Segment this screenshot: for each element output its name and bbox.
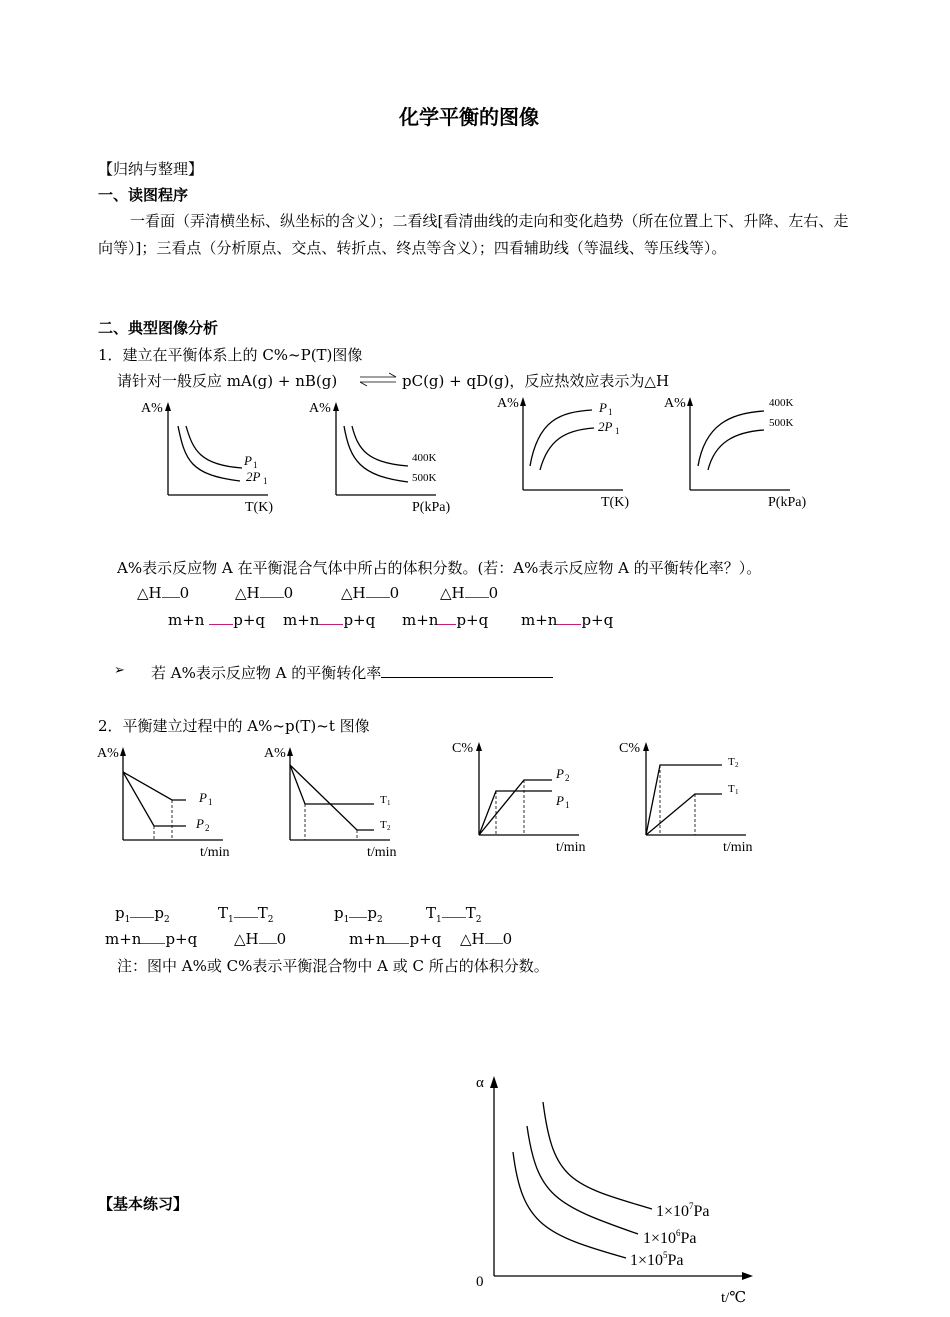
g14-c2: 500K — [769, 417, 794, 429]
reaction-left: 请针对一般反应 mA(g) + nB(g) — [117, 372, 338, 390]
fill-row-1: $T_1$ $T_2$ — [218, 904, 274, 925]
g21-c2: P — [196, 816, 204, 831]
practice-curve-1: $1\times 10^7Pa$ — [656, 1201, 710, 1220]
g22-c1sub: 1 — [387, 799, 391, 807]
fill-row-2: △H 0 — [460, 930, 513, 948]
g22-c1: T — [380, 794, 387, 806]
g23-c1sub: 2 — [565, 773, 570, 783]
g23-c2: P — [556, 793, 564, 808]
g23-c2sub: 1 — [565, 800, 570, 810]
g11-c2: 2P — [246, 469, 261, 484]
g11-xlabel: T(K) — [245, 500, 273, 515]
fill-row-2: m+n p+q — [349, 930, 442, 948]
g14-c1: 400K — [769, 397, 794, 409]
mn-row: m+n p+q — [168, 611, 266, 629]
dh-row: △H 0 — [137, 584, 190, 602]
g23-ylabel: C% — [452, 741, 473, 756]
g12-c2: 500K — [412, 472, 437, 484]
g12-c1: 400K — [412, 452, 437, 464]
bullet-text: 若 A%表示反应物 A 的平衡转化率 — [151, 662, 553, 683]
item1-title: 1．建立在平衡体系上的 C%~P(T)图像 — [98, 346, 363, 364]
bullet-arrow-icon: ➢ — [114, 663, 125, 678]
reversible-arrow-icon — [360, 373, 396, 386]
g13-xlabel: T(K) — [601, 495, 629, 510]
g21-c1: P — [199, 790, 207, 805]
fill-row-1: $p_1$ $p_2$ — [334, 904, 383, 925]
g24-c2: T — [728, 783, 735, 795]
page-title: 化学平衡的图像 — [399, 105, 539, 129]
g21-c1sub: 1 — [208, 797, 213, 807]
g12-xlabel: P(kPa) — [412, 500, 451, 515]
g11-ylabel: A% — [141, 401, 163, 416]
reaction-right: pC(g) + qD(g)，反应热效应表示为△H — [402, 372, 670, 390]
g24-ylabel: C% — [619, 741, 640, 756]
g11-c1sub: 1 — [253, 460, 258, 470]
g22-c2sub: 2 — [387, 824, 391, 832]
g23-xlabel: t/min — [556, 840, 586, 855]
practice-origin: 0 — [476, 1274, 484, 1290]
g24-c2sub: 1 — [735, 788, 739, 796]
mn-row: m+n p+q — [402, 611, 489, 629]
fill-row-2: m+n p+q — [105, 930, 198, 948]
g21-xlabel: t/min — [200, 845, 230, 860]
dh-row: △H 0 — [341, 584, 400, 602]
practice-ylabel: α — [476, 1075, 484, 1091]
g13-c1: P — [599, 400, 607, 415]
g22-xlabel: t/min — [367, 845, 397, 860]
item2-title: 2．平衡建立过程中的 A%~p(T)~t 图像 — [98, 717, 370, 735]
part1-body: 一看面（弄清横坐标、纵坐标的含义）；二看线[看清曲线的走向和变化趋势（所在位置上下、升降、左右、走向等）]；三看点（分析原点、交点、转折点、终点等含义）；四看辅助线（等温线、等压线等）。 — [98, 212, 849, 257]
fill-row-1: $T_1$ $T_2$ — [426, 904, 482, 925]
practice-curve-2: $1\times 10^6Pa$ — [643, 1228, 697, 1247]
g21-c2sub: 2 — [205, 823, 210, 833]
g23-c1: P — [556, 766, 564, 781]
summary-heading: 【归纳与整理】 — [98, 160, 204, 178]
note-a-percent: A%表示反应物 A 在平衡混合气体中所占的体积分数。(若：A%表示反应物 A 的平衡转化率？）。 — [117, 559, 762, 577]
mn-row: m+n p+q — [521, 611, 614, 629]
practice-curve-3: $1\times 10^5Pa$ — [630, 1250, 684, 1269]
g22-c2: T — [380, 819, 387, 831]
graph-2-3 — [476, 742, 579, 835]
mn-row: m+n p+q — [283, 611, 376, 629]
fill-row-2: △H 0 — [234, 930, 287, 948]
g12-ylabel: A% — [309, 401, 331, 416]
fill-row-1: $p_1$ $p_2$ — [115, 904, 170, 925]
dh-row: △H 0 — [235, 584, 294, 602]
dh-row: △H 0 — [440, 584, 499, 602]
g13-c1sub: 1 — [608, 407, 613, 417]
g13-c2sub: 1 — [615, 426, 620, 436]
graph-2-2 — [287, 747, 390, 840]
graph-1-4 — [687, 397, 790, 490]
g14-ylabel: A% — [664, 396, 686, 411]
practice-heading: 【基本练习】 — [98, 1195, 189, 1213]
g11-c1: P — [244, 453, 252, 468]
g13-c2: 2P — [598, 419, 613, 434]
g21-ylabel: A% — [97, 746, 119, 761]
practice-xlabel: t/℃ — [721, 1290, 747, 1306]
g13-ylabel: A% — [497, 396, 519, 411]
g24-c1: T — [728, 756, 735, 768]
practice-graph — [490, 1076, 753, 1280]
g14-xlabel: P(kPa) — [768, 495, 807, 510]
g11-c2sub: 1 — [263, 476, 268, 486]
footnote: 注：图中 A%或 C%表示平衡混合物中 A 或 C 所占的体积分数。 — [117, 957, 549, 975]
g24-c1sub: 2 — [735, 761, 739, 769]
part2-heading: 二、典型图像分析 — [98, 319, 219, 337]
g22-ylabel: A% — [264, 746, 286, 761]
g24-xlabel: t/min — [723, 840, 753, 855]
part1-heading: 一、读图程序 — [98, 186, 189, 204]
